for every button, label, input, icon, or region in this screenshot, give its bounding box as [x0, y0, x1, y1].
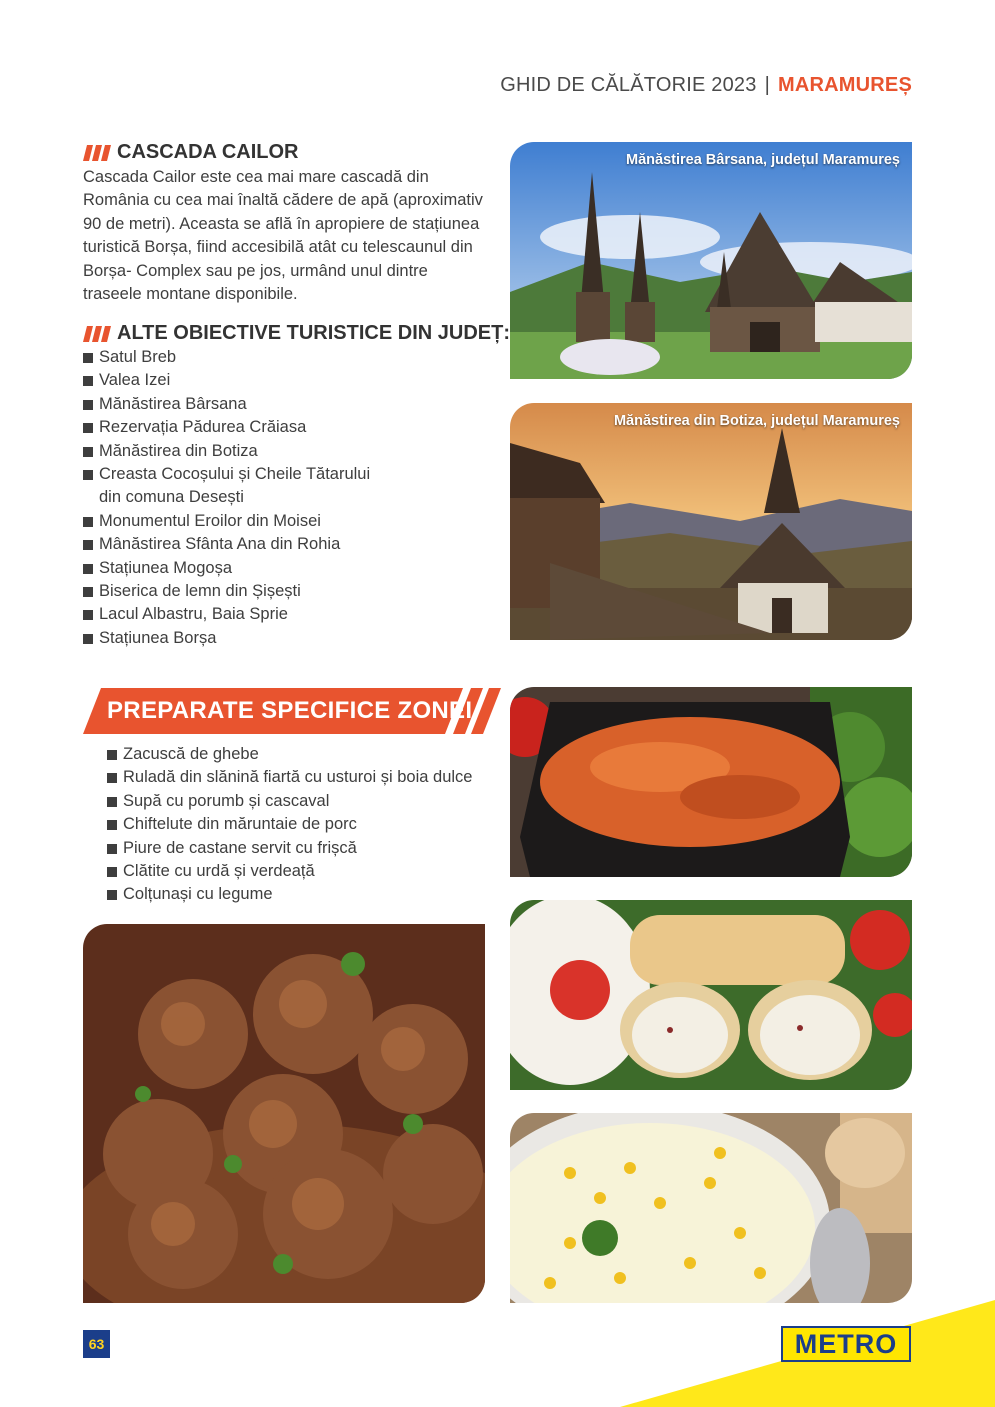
- zacusca-photo: [510, 687, 912, 877]
- header-separator: |: [764, 74, 770, 96]
- preparate-list: [107, 743, 497, 907]
- list-item: Ruladă din slănină fiartă cu usturoi și boia dulce: [107, 766, 497, 789]
- slashes-icon: [83, 326, 111, 342]
- list-item: Stațiunea Mogoșa: [83, 557, 383, 580]
- region-name: MARAMUREȘ: [777, 74, 912, 96]
- preparate-title: PREPARATE SPECIFICE ZONEI: [107, 697, 473, 724]
- supa-photo: [510, 1113, 912, 1303]
- list-item: Rezervația Pădurea Crăiasa: [83, 416, 383, 439]
- list-item: Satul Breb: [83, 346, 383, 369]
- slashes-icon: [83, 145, 111, 161]
- list-item: Stațiunea Borșa: [83, 627, 383, 650]
- barsana-caption: Mănăstirea Bârsana, județul Maramureș: [626, 152, 900, 168]
- guide-title: GHID DE CĂLĂTORIE 2023: [500, 74, 757, 96]
- list-item: Lacul Albastru, Baia Sprie: [83, 603, 383, 626]
- list-item: Mănăstirea Bârsana: [83, 393, 383, 416]
- metro-logo: METRO: [781, 1326, 911, 1362]
- cascada-heading: [83, 141, 298, 164]
- list-item: Creasta Cocoșului și Cheile Tătarului din comuna Desești: [83, 463, 383, 510]
- list-item: Chiftelute din măruntaie de porc: [107, 813, 497, 836]
- list-item: Supă cu porumb și cascaval: [107, 790, 497, 813]
- list-item: Piure de castane servit cu frișcă: [107, 837, 497, 860]
- botiza-caption: Mănăstirea din Botiza, județul Maramureș: [613, 413, 900, 429]
- chiftele-photo: [83, 924, 485, 1303]
- list-item: Mânăstirea Sfânta Ana din Rohia: [83, 533, 383, 556]
- list-item: Mănăstirea din Botiza: [83, 440, 383, 463]
- page-header: [500, 74, 912, 97]
- page-number: 63: [83, 1330, 110, 1358]
- preparate-banner: [83, 688, 508, 734]
- list-item: Biserica de lemn din Șișești: [83, 580, 383, 603]
- cascada-title: CASCADA CAILOR: [117, 141, 299, 163]
- list-item: Monumentul Eroilor din Moisei: [83, 510, 383, 533]
- barsana-photo: [510, 142, 912, 379]
- botiza-photo: [510, 403, 912, 640]
- list-item: Clătite cu urdă și verdeață: [107, 860, 497, 883]
- clatite-photo: [510, 900, 912, 1090]
- obiective-heading: [83, 322, 510, 345]
- list-item: Valea Izei: [83, 369, 383, 392]
- cascada-description: Cascada Cailor este cea mai mare cascadă din România cu cea mai înaltă cădere de apă (aproximativ 90 de metri). Aceasta se află în apropiere de stațiunea turistică Borșa, fiind accesibilă atât cu telescaunul din Borșa- Complex sau pe jos, urmând unul dintre traseele montane disponibile.: [83, 168, 483, 304]
- obiective-list: [83, 346, 383, 650]
- list-item: Colțunași cu legume: [107, 883, 497, 906]
- list-item: Zacuscă de ghebe: [107, 743, 497, 766]
- obiective-title: ALTE OBIECTIVE TURISTICE DIN JUDEȚ:: [117, 322, 510, 344]
